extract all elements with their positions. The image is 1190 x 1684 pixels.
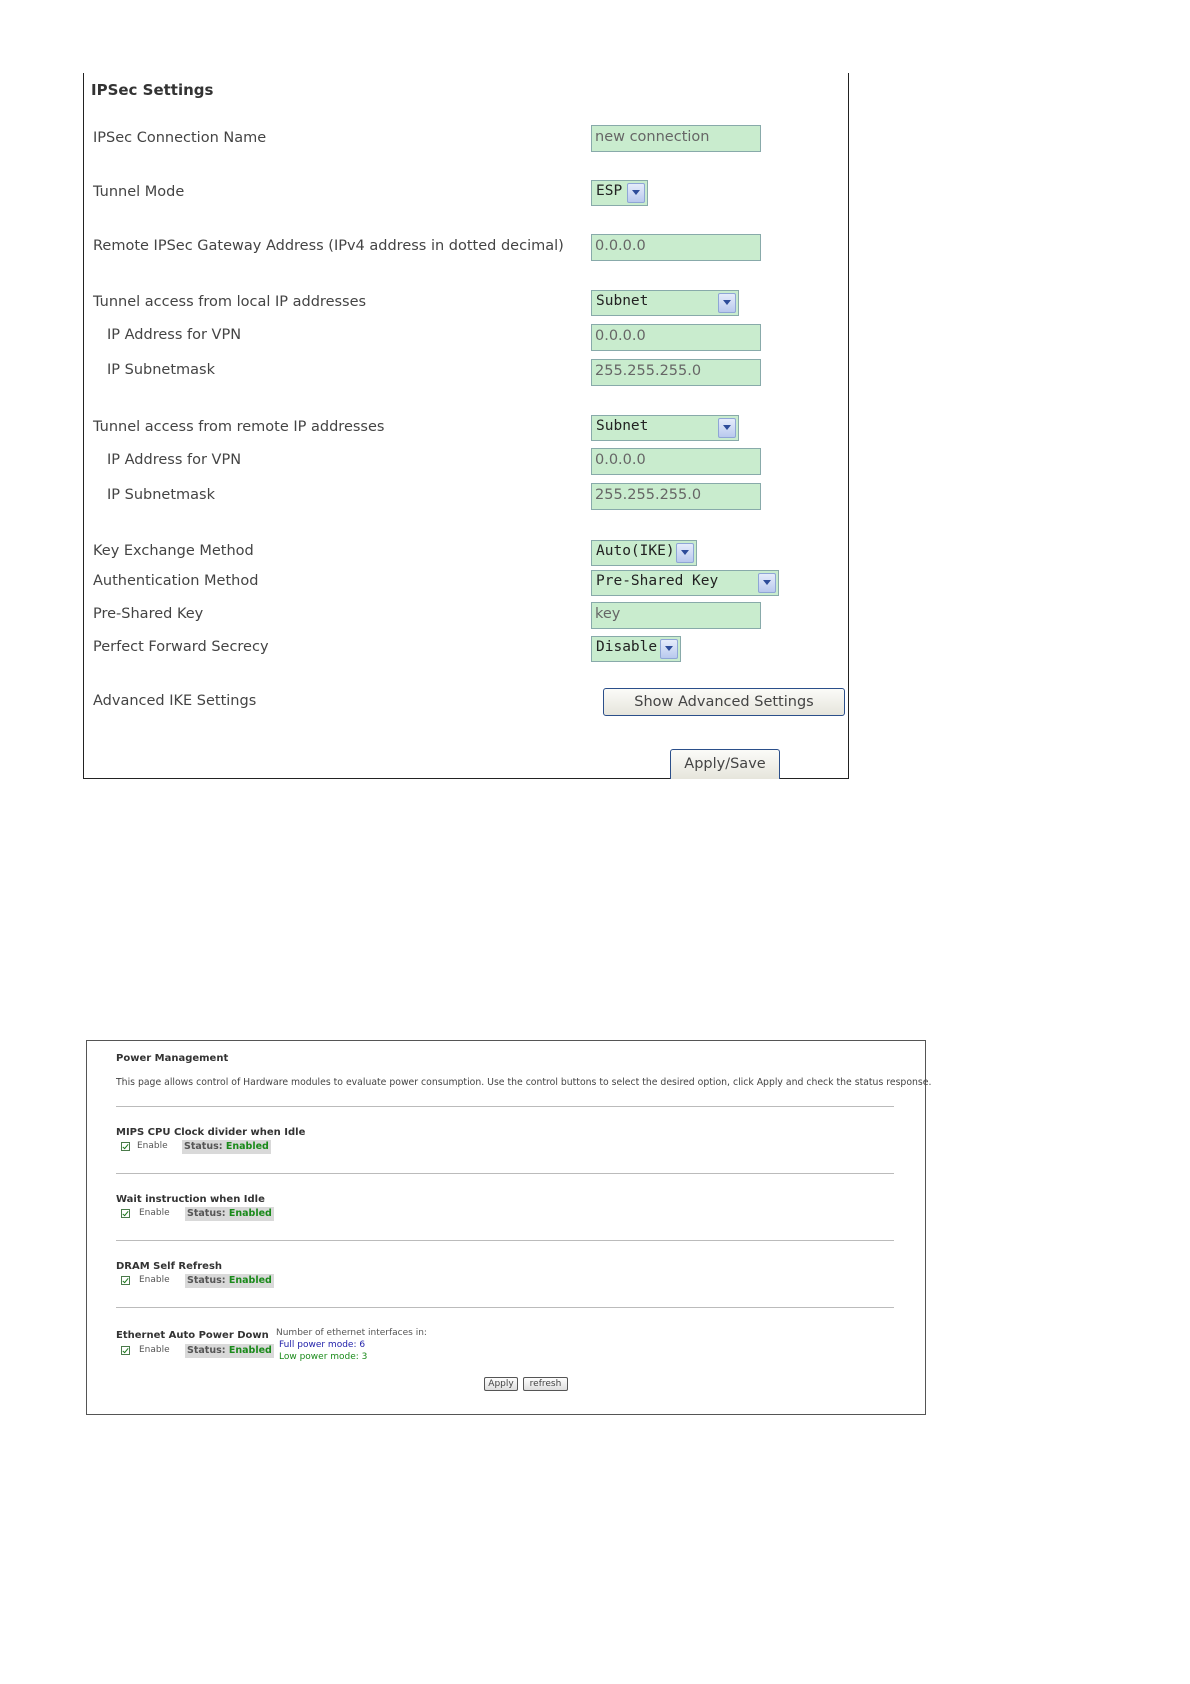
power-management-panel [86,1040,932,1415]
status-badge [182,1140,271,1154]
auth-method-select[interactable] [591,570,779,596]
remote-access-label: Tunnel access from remote IP addresses [93,419,385,435]
tunnel-mode-label: Tunnel Mode [93,184,185,200]
enable-label: Enable [139,1275,170,1285]
key-exchange-value: Auto(IKE) [596,543,675,559]
low-power-mode-count: Low power mode: 3 [279,1352,368,1362]
pfs-select[interactable] [591,636,681,662]
remote-mask-input[interactable]: 255.255.255.0 [591,483,761,510]
remote-ip-input[interactable]: 0.0.0.0 [591,448,761,475]
chevron-down-icon [627,183,645,203]
key-exchange-label: Key Exchange Method [93,543,254,559]
divider [116,1173,894,1174]
local-access-select[interactable] [591,290,739,316]
section-heading: DRAM Self Refresh [116,1261,223,1272]
local-mask-input[interactable]: 255.255.255.0 [591,359,761,386]
remote-access-value: Subnet [596,418,649,434]
local-access-label: Tunnel access from local IP addresses [93,294,367,310]
status-badge [185,1344,274,1358]
status-prefix: Status: [184,1141,223,1152]
section-heading: Wait instruction when Idle [116,1194,265,1205]
local-mask-label: IP Subnetmask [107,362,215,378]
status-value: Enabled [228,1275,272,1286]
remote-gateway-label: Remote IPSec Gateway Address (IPv4 address in dotted decimal) [93,238,564,254]
local-ip-input[interactable]: 0.0.0.0 [591,324,761,351]
status-prefix: Status: [187,1275,226,1286]
section-heading: Ethernet Auto Power Down [116,1330,269,1341]
auth-method-value: Pre-Shared Key [596,573,719,589]
ipsec-settings-panel [83,73,849,779]
status-value: Enabled [225,1141,269,1152]
status-prefix: Status: [187,1345,226,1356]
local-ip-label: IP Address for VPN [107,327,242,343]
status-prefix: Status: [187,1208,226,1219]
status-badge [185,1207,274,1221]
enable-checkbox[interactable] [121,1346,130,1355]
enable-label: Enable [137,1141,168,1151]
divider [116,1106,894,1107]
status-badge [185,1274,274,1288]
enable-checkbox[interactable] [121,1209,130,1218]
apply-button[interactable]: Apply [484,1377,518,1391]
advanced-ike-label: Advanced IKE Settings [93,693,257,709]
page-title: Power Management [116,1053,229,1064]
enable-checkbox[interactable] [121,1142,130,1151]
connection-name-input[interactable]: new connection [591,125,761,152]
page-title: IPSec Settings [91,81,214,99]
psk-label: Pre-Shared Key [93,606,204,622]
chevron-down-icon [676,543,694,563]
tunnel-mode-select[interactable] [591,180,648,206]
divider [116,1240,894,1241]
tunnel-mode-value: ESP [596,183,623,199]
section-heading: MIPS CPU Clock divider when Idle [116,1127,306,1138]
status-value: Enabled [228,1345,272,1356]
refresh-button[interactable]: refresh [523,1377,568,1391]
full-power-mode-count: Full power mode: 6 [279,1340,366,1350]
show-advanced-settings-button[interactable]: Show Advanced Settings [603,688,845,716]
remote-mask-label: IP Subnetmask [107,487,215,503]
ethernet-info-heading: Number of ethernet interfaces in: [276,1328,427,1338]
remote-ip-label: IP Address for VPN [107,452,242,468]
enable-label: Enable [139,1208,170,1218]
local-access-value: Subnet [596,293,649,309]
status-value: Enabled [228,1208,272,1219]
pfs-label: Perfect Forward Secrecy [93,639,269,655]
page-description: This page allows control of Hardware modules to evaluate power consumption. Use the control buttons to select the desired option, click Apply and check the status response. [116,1077,932,1088]
pfs-value: Disable [596,639,658,655]
auth-method-label: Authentication Method [93,573,259,589]
psk-input[interactable]: key [591,602,761,629]
remote-gateway-input[interactable]: 0.0.0.0 [591,234,761,261]
chevron-down-icon [660,639,678,659]
key-exchange-select[interactable] [591,540,697,566]
remote-access-select[interactable] [591,415,739,441]
chevron-down-icon [758,573,776,593]
divider [116,1307,894,1308]
apply-save-button[interactable]: Apply/Save [670,749,780,779]
enable-label: Enable [139,1345,170,1355]
chevron-down-icon [718,293,736,313]
connection-name-label: IPSec Connection Name [93,130,267,146]
chevron-down-icon [718,418,736,438]
enable-checkbox[interactable] [121,1276,130,1285]
